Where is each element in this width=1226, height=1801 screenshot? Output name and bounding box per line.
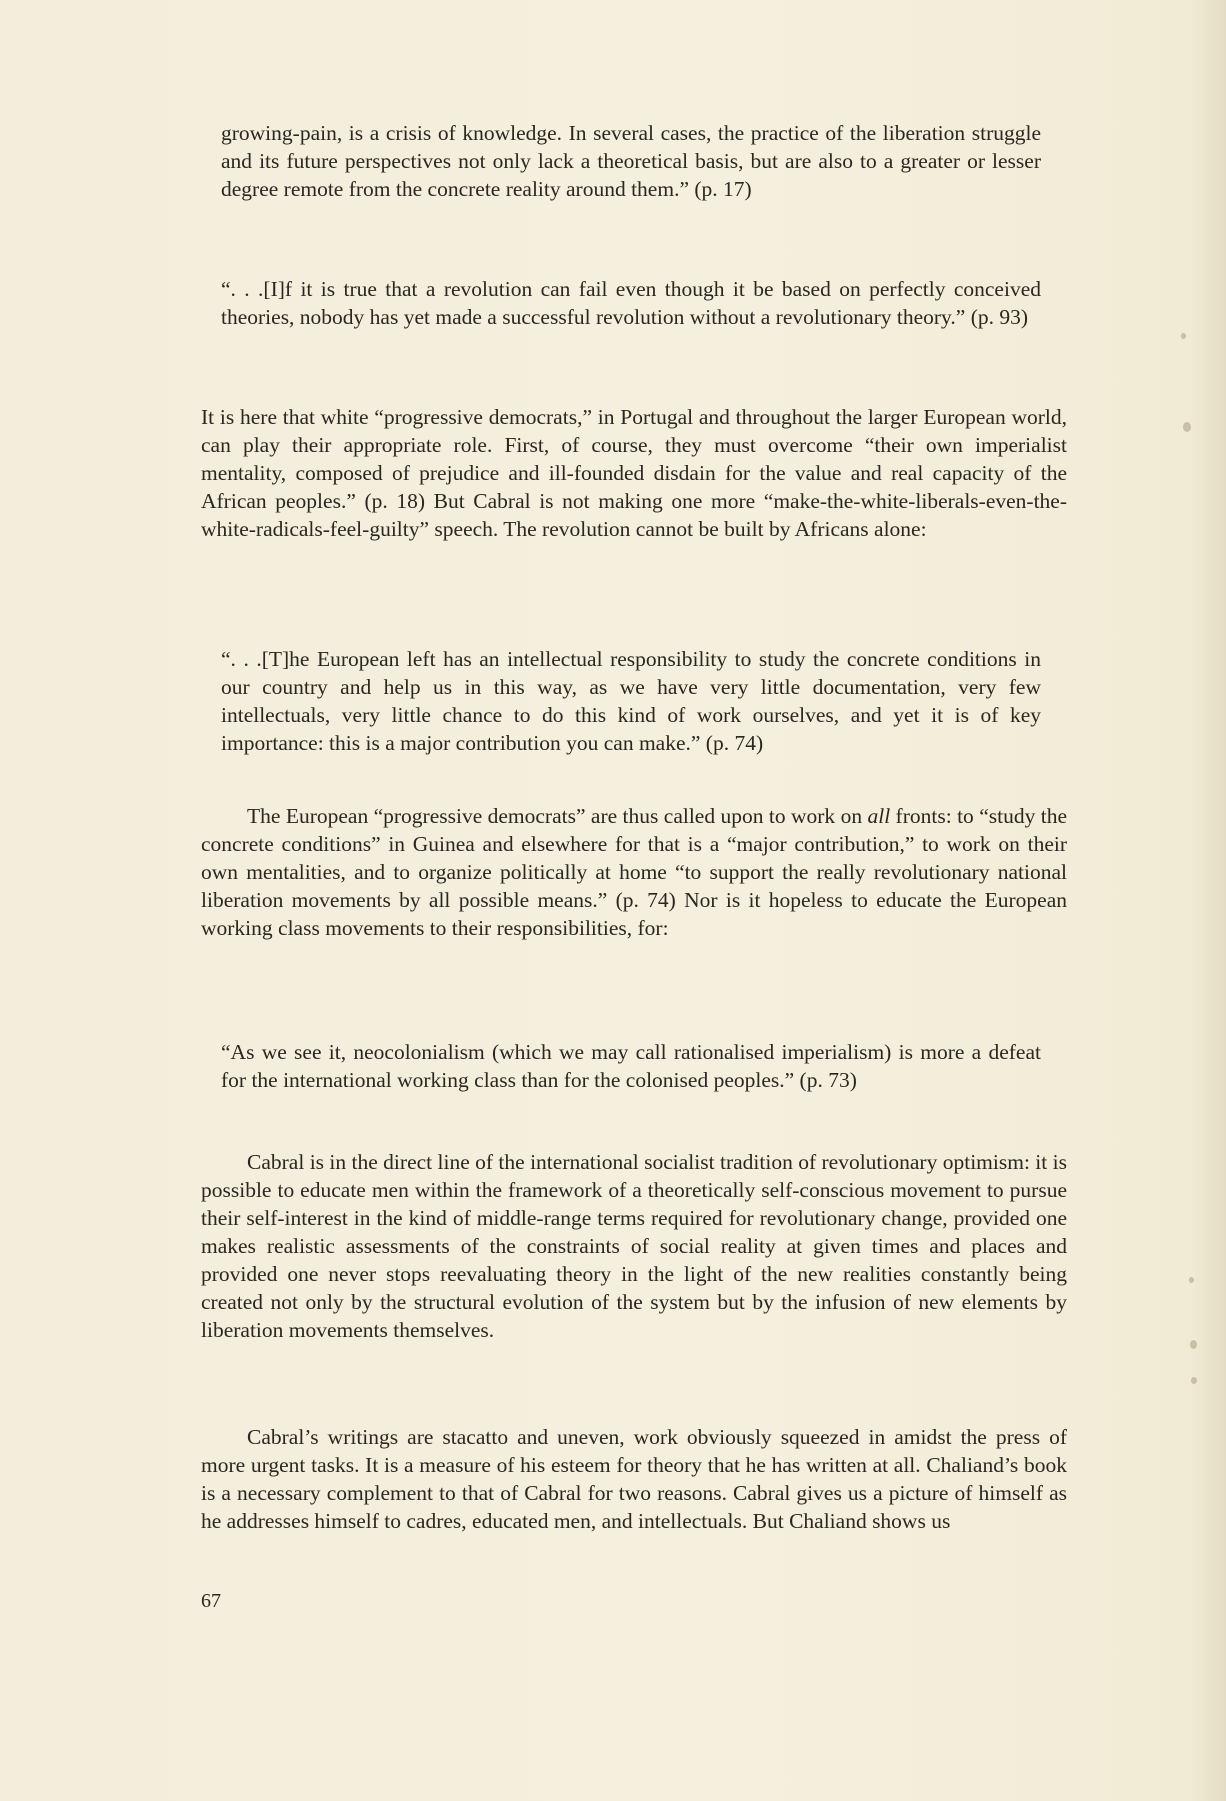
paper-speck <box>1191 1377 1197 1384</box>
paper-speck <box>1183 422 1191 432</box>
paper-speck <box>1181 333 1186 339</box>
quote-paragraph-3: “. . .[T]he European left has an intellectual responsibility to study the concrete conditions in our country and help us in this way, as we have very little documentation, very few intellectuals, very little chance to do this kind of work ourselves, and yet it is of key importance: this is a major contribution you can make.” (p. 74) <box>221 647 1041 755</box>
body-paragraph-1: It is here that white “progressive democrats,” in Portugal and throughout the larger European world, can play their appropriate role. First, of course, they must overcome “their own imperialist mentality, composed of prejudice and ill-founded disdain for the value and real capacity of the African peoples.” (p. 18) But Cabral is not making one more “make-the-white-liberals-even-the-white-radicals-feel-guilty” speech. The revolution cannot be built by Africans alone: <box>201 405 1067 541</box>
body-paragraph-2 <box>201 802 1067 942</box>
body-paragraph-2-italic: all <box>867 804 891 828</box>
quote-paragraph-4: “As we see it, neocolonialism (which we may call rationalised imperialism) is more a defeat for the international working class than for the colonised peoples.” (p. 73) <box>221 1040 1041 1092</box>
body-paragraph-4: Cabral’s writings are stacatto and uneven, work obviously squeezed in amidst the press of more urgent tasks. It is a measure of his esteem for theory that he has written at all. Chaliand’s book is a necessary complement to that of Cabral for two reasons. Cabral gives us a picture of himself as he addresses himself to cadres, educated men, and intellectuals. But Chaliand shows us <box>201 1425 1067 1533</box>
quote-paragraph-2: “. . .[I]f it is true that a revolution can fail even though it be based on perfectly conceived theories, nobody has yet made a successful revolution without a revolutionary theory.” (p. 93) <box>221 277 1041 329</box>
paper-speck <box>1190 1340 1197 1349</box>
body-paragraph-2-part-2: fronts: to “study the concrete conditions” in Guinea and elsewhere for that is a “major contribution,” to work on their own mentalities, and to organize politically at home “to support the really revolutionary national liberation movements by all possible means.” (p. 74) Nor is it hopeless to educate the European working class movements to their responsibilities, for: <box>201 804 1067 940</box>
body-paragraph-3: Cabral is in the direct line of the international socialist tradition of revolutionary optimism: it is possible to educate men within the framework of a theoretically self-conscious movement to pursue their self-interest in the kind of middle-range terms required for revolutionary change, provided one makes realistic assessments of the constraints of social reality at given times and places and provided one never stops reevaluating theory in the light of the new realities constantly being created not only by the structural evolution of the system but by the infusion of new elements by liberation movements themselves. <box>201 1150 1067 1342</box>
quote-paragraph-1: growing-pain, is a crisis of knowledge. In several cases, the practice of the liberation struggle and its future perspectives not only lack a theoretical basis, but are also to a greater or lesser degree remote from the concrete reality around them.” (p. 17) <box>221 121 1041 201</box>
body-paragraph-2-part-1: The European “progressive democrats” are thus called upon to work on <box>247 804 868 828</box>
paper-speck <box>1189 1277 1194 1283</box>
page-number: 67 <box>201 1590 221 1612</box>
